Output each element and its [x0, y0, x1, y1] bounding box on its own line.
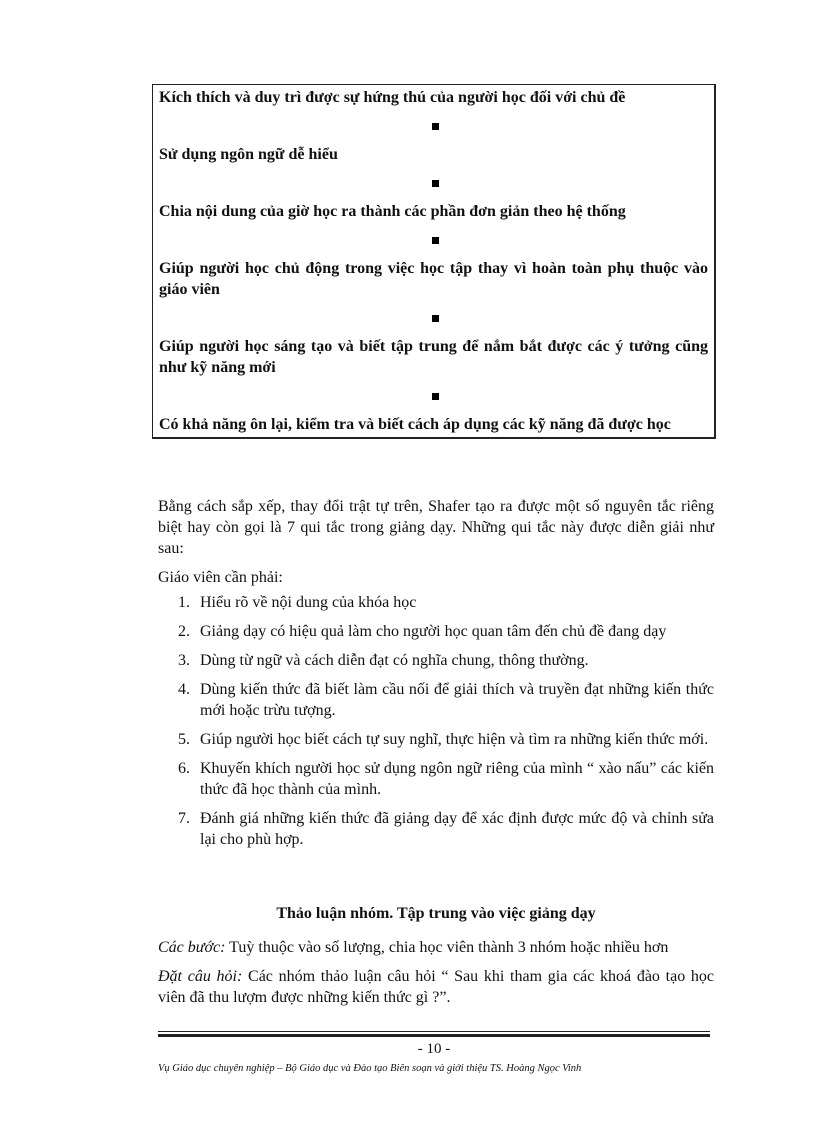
square-bullet-icon [153, 165, 714, 201]
steps-text: Tuỳ thuộc vào số lượng, chia học viên thành 3 nhóm hoặc nhiều hơn [225, 939, 669, 956]
principle-item: Giúp người học sáng tạo và biết tập trung để nắm bắt được các ý tưởng cũng như kỹ năng mới [159, 338, 708, 376]
list-item: 3. Dùng từ ngữ và cách diễn đạt có nghĩa chung, thông thường. [178, 652, 589, 669]
list-item: 5. Giúp người học biết cách tự suy nghĩ, thực hiện và tìm ra những kiến thức mới. [178, 731, 709, 748]
footer-rule-thin [158, 1031, 710, 1032]
square-bullet-icon [153, 108, 714, 144]
steps-label: Các bước: [158, 939, 226, 956]
principles-box [152, 84, 716, 439]
list-item: 1. Hiểu rõ về nội dung của khóa học [178, 594, 417, 611]
list-item: 2. Giảng dạy có hiệu quả làm cho người học quan tâm đến chủ đề đang dạy [178, 623, 667, 640]
square-bullet-icon [153, 300, 714, 336]
principle-item: Kích thích và duy trì được sự hứng thú của người học đối với chủ đề [159, 89, 626, 106]
principle-item: Sử dụng ngôn ngữ dễ hiểu [159, 146, 338, 163]
intro-paragraph: Bằng cách sắp xếp, thay đổi trật tự trên, Shafer tạo ra được một số nguyên tắc riêng biệt hay còn gọi là 7 qui tắc trong giảng dạy. Những qui tắc này được diễn giải như sau: [158, 498, 714, 557]
question-label: Đặt câu hỏi: [158, 968, 243, 985]
page-number: - 10 - [417, 1041, 451, 1057]
list-item: 6. Khuyến khích người học sử dụng ngôn ngữ riêng của mình “ xào nấu” các kiến thức đã học thành của mình. [178, 760, 714, 798]
question-paragraph [158, 966, 714, 1008]
footer-text: Vụ Giáo dục chuyên nghiệp – Bộ Giáo dục và Đào tạo Biên soạn và giới thiệu TS. Hoàng Ngọc Vinh [158, 1063, 582, 1074]
principle-item: Có khả năng ôn lại, kiểm tra và biết cách áp dụng các kỹ năng đã được học [159, 416, 671, 433]
principle-item: Chia nội dung của giờ học ra thành các phần đơn giản theo hệ thống [159, 203, 626, 220]
section-heading: Thảo luận nhóm. Tập trung vào việc giảng dạy [276, 905, 596, 922]
square-bullet-icon [153, 222, 714, 258]
principle-item: Giúp người học chủ động trong việc học tập thay vì hoàn toàn phụ thuộc vào giáo viên [159, 260, 708, 298]
square-bullet-icon [153, 378, 714, 414]
list-lead: Giáo viên cần phải: [158, 569, 283, 586]
question-text: Các nhóm thảo luận câu hỏi “ Sau khi tham gia các khoá đào tạo học viên đã thu lượm được những kiến thức gì ?”. [158, 968, 715, 1006]
list-item: 4. Dùng kiến thức đã biết làm cầu nối để giải thích và truyền đạt những kiến thức mới hoặc trừu tượng. [178, 681, 714, 719]
steps-paragraph [158, 937, 714, 958]
footer-rule-thick [158, 1034, 710, 1037]
rules-list [158, 592, 714, 858]
list-item: 7. Đánh giá những kiến thức đã giảng dạy để xác định được mức độ và chỉnh sửa lại cho phù hợp. [178, 810, 714, 848]
